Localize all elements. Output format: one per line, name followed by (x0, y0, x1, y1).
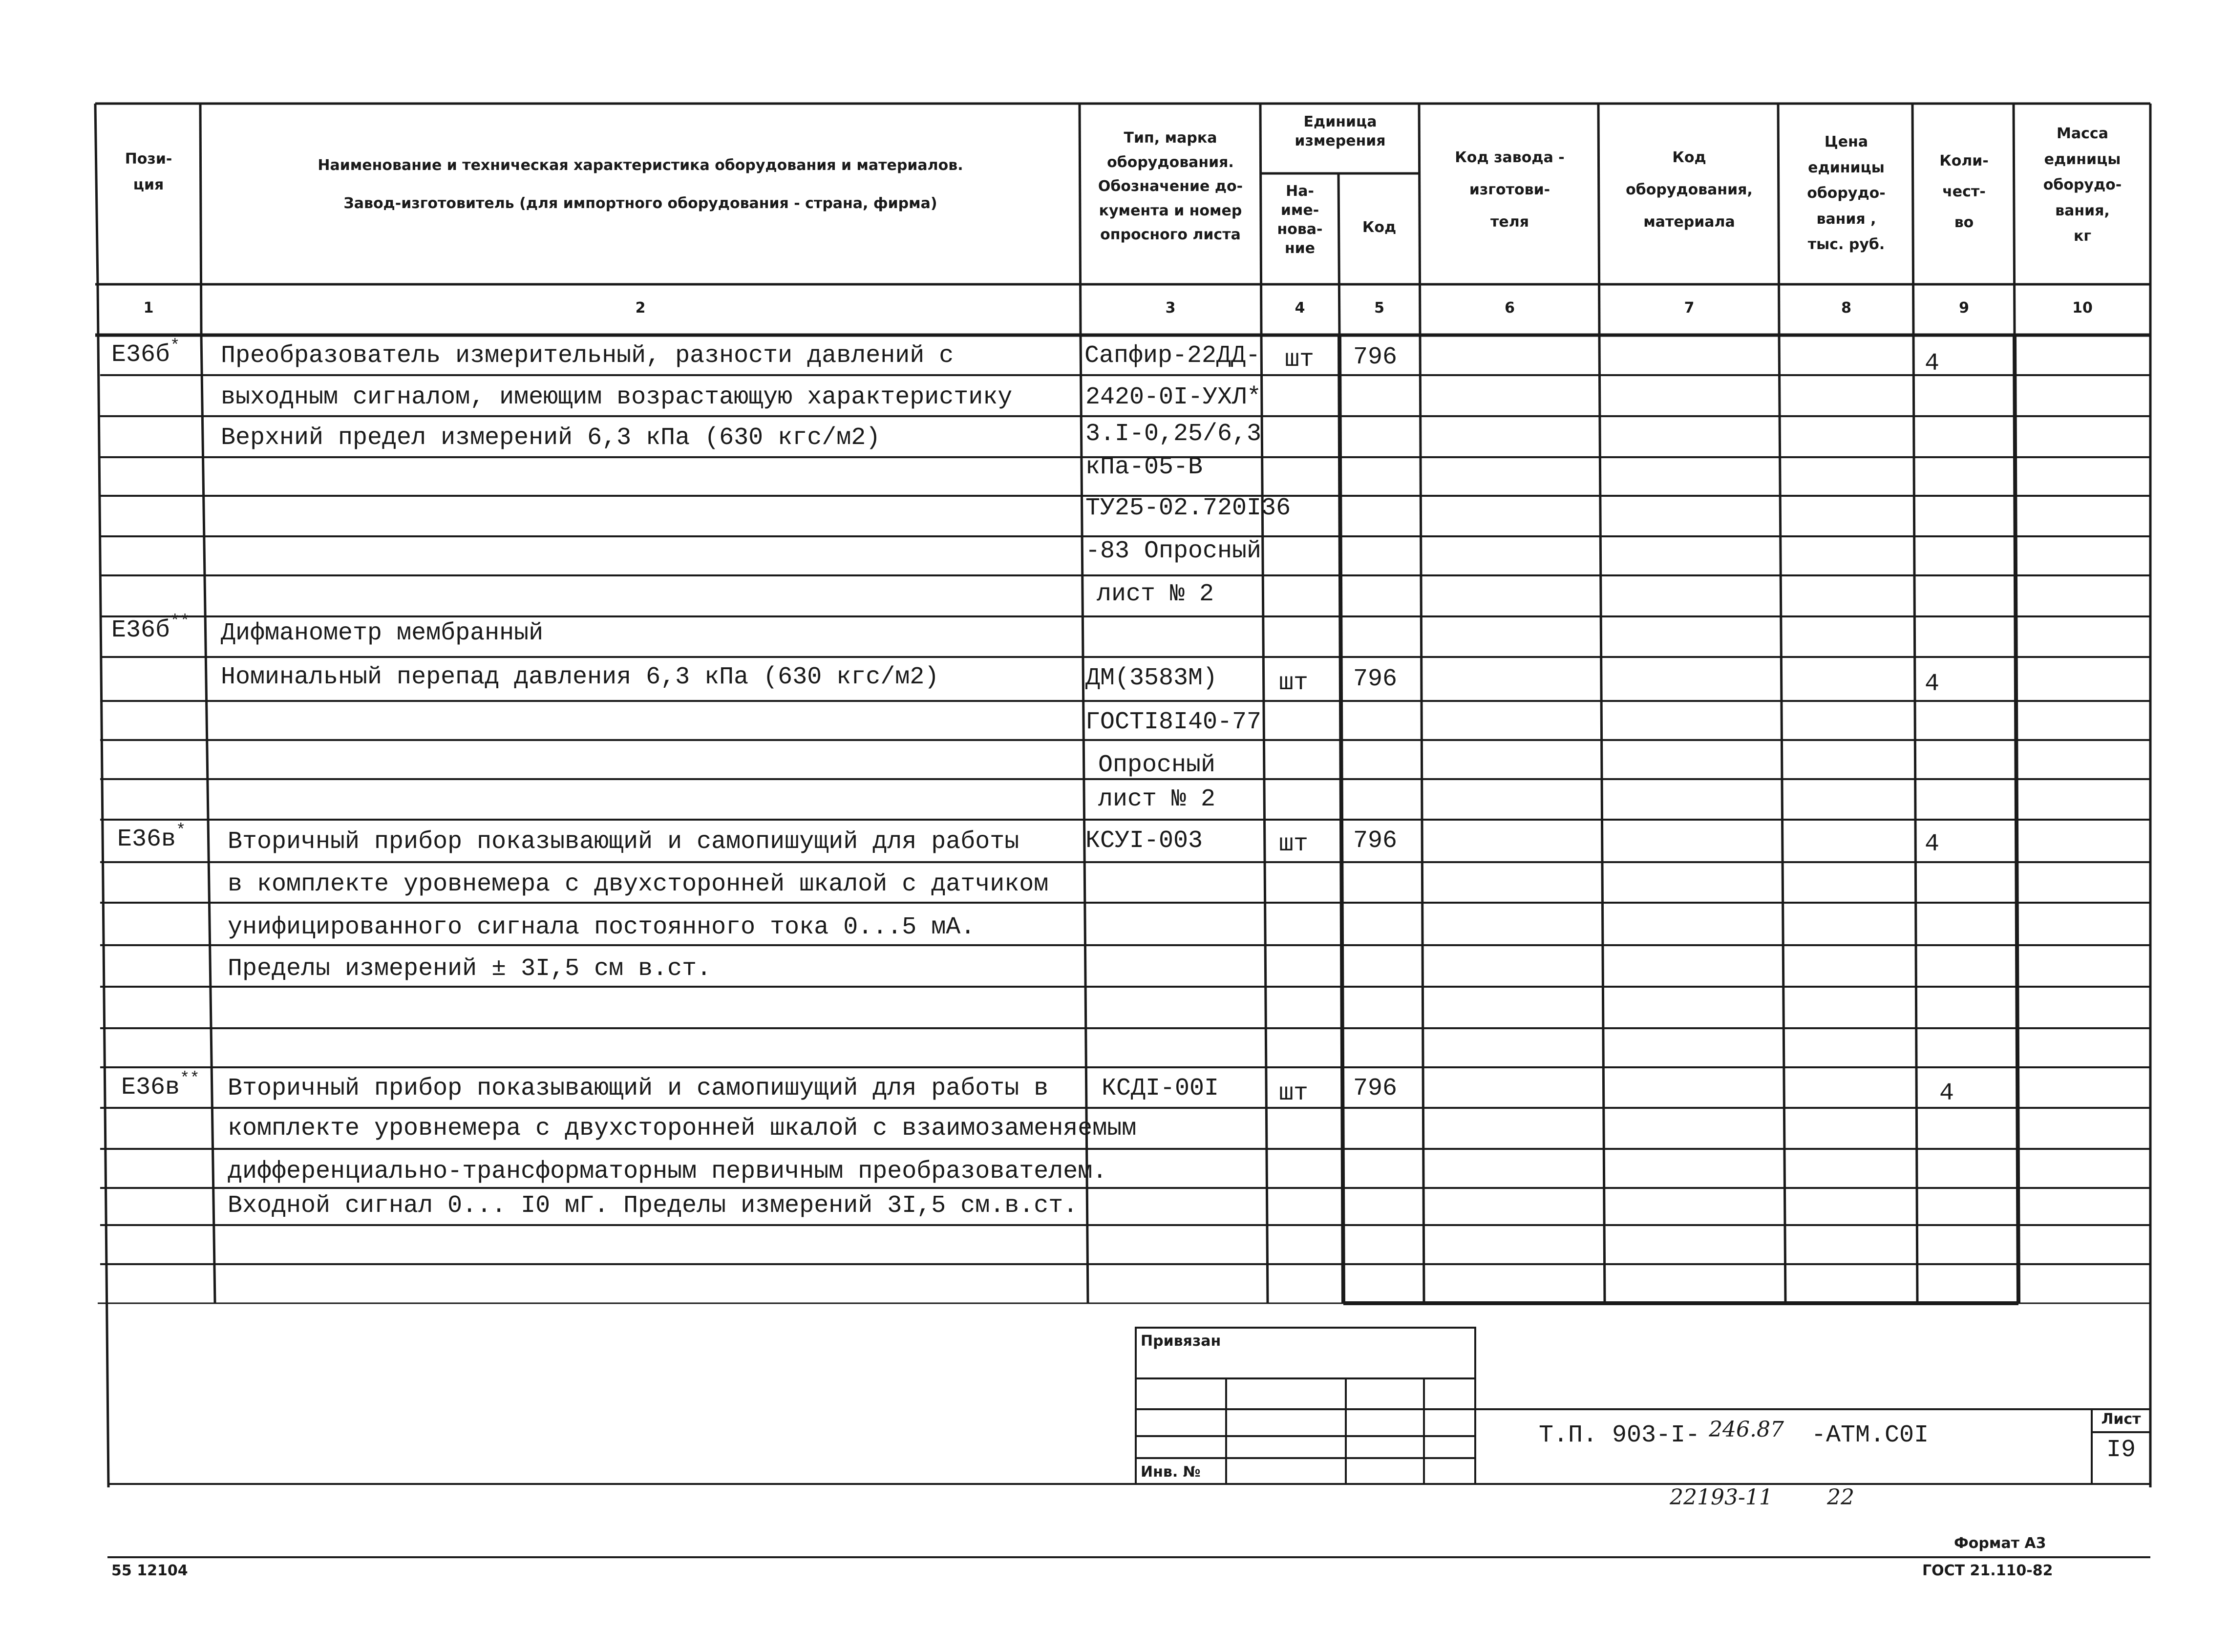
quantity: 4 (1939, 1080, 1954, 1107)
header-plant-code: Код завода - изготови- теля (1455, 149, 1565, 231)
type-line: ДМ(3583М) (1085, 664, 1218, 692)
col-num-3: 3 (1165, 299, 1176, 317)
position-code: Е36в* (117, 822, 186, 853)
sheet-label: Лист (2101, 1411, 2141, 1428)
position-code: Е36в** (121, 1070, 200, 1101)
col-num-7: 7 (1684, 299, 1695, 317)
quantity: 4 (1925, 670, 1940, 698)
gost-reference: ГОСТ 21.110-82 (1922, 1562, 2053, 1579)
position-code: Е36б** (111, 613, 190, 644)
unit-name: шт (1279, 669, 1309, 697)
col-num-10: 10 (2072, 299, 2093, 317)
type-line: кПа-05-В (1085, 453, 1203, 481)
unit-name: шт (1279, 830, 1309, 858)
description-line: Вторичный прибор показывающий и самопишущий для работы в (228, 1075, 1049, 1102)
type-line: Сапфир-22ДД- (1084, 342, 1261, 370)
type-line: 3.I-0,25/6,3 (1085, 420, 1262, 448)
unit-code: 796 (1353, 827, 1398, 855)
type-line: ГОСТI8I40-77 (1085, 708, 1262, 736)
type-line: лист № 2 (1097, 580, 1214, 608)
handwritten-order-number: 22193-11 (1670, 1485, 1773, 1510)
header-mass: Масса единицы оборудо- вания, кг (2043, 125, 2122, 245)
col-num-1: 1 (143, 299, 154, 317)
col-num-8: 8 (1841, 299, 1851, 317)
unit-name: шт (1285, 346, 1315, 374)
header-equipment-code: Код оборудования, материала (1626, 149, 1753, 231)
header-position: Пози- ция (125, 150, 172, 193)
sheet-number: I9 (2106, 1436, 2136, 1464)
description-line: Входной сигнал 0... I0 мГ. Пределы измерений 3I,5 см.в.ст. (228, 1192, 1078, 1220)
header-name: Наименование и техническая характеристика оборудования и материалов. Завод-изготовитель (для импортного оборудования - страна, фирма) (318, 157, 963, 212)
description-line: Дифманометр мембранный (221, 619, 544, 647)
unit-name: шт (1279, 1080, 1309, 1107)
col-num-2: 2 (635, 299, 646, 317)
paper-format: Формат А3 (1954, 1535, 2046, 1552)
description-line: выходным сигналом, имеющим возрастающую характеристику (221, 383, 1013, 411)
type-line: 2420-0I-УХЛ* (1085, 383, 1262, 411)
col-num-5: 5 (1374, 299, 1384, 317)
header-unit-group: Единица измерения (1295, 113, 1386, 149)
header-price: Цена единицы оборудо- вания , тыс. руб. (1807, 133, 1886, 253)
type-line: -83 Опросный (1085, 537, 1262, 565)
unit-code: 796 (1353, 665, 1398, 693)
stamp-inventory-label: Инв. № (1141, 1463, 1201, 1481)
header-unit-code: Код (1362, 219, 1397, 236)
header-type: Тип, марка оборудования. Обозначение до- кумента и номер опросного листа (1098, 129, 1243, 243)
type-line: Опросный (1098, 751, 1216, 779)
type-line: КСДI-00I (1102, 1075, 1219, 1102)
description-line: унифицированного сигнала постоянного тока 0...5 мА. (228, 913, 976, 941)
description-line: Номинальный перепад давления 6,3 кПа (630 кгс/м2) (221, 663, 939, 691)
quantity: 4 (1925, 830, 1940, 858)
description-line: Вторичный прибор показывающий и самопишущий для работы (228, 828, 1019, 856)
description-line: Верхний предел измерений 6,3 кПа (630 кгс/м2) (221, 424, 881, 452)
type-line: КСУI-003 (1085, 827, 1203, 855)
description-line: комплекте уровнемера с двухсторонней шкалой с взаимозаменяемым (228, 1115, 1137, 1143)
header-quantity: Коли- чест- во (1939, 152, 1989, 231)
description-line: Пределы измерений ± 3I,5 см в.ст. (228, 955, 712, 983)
quantity: 4 (1925, 350, 1940, 378)
handwritten-page-number: 22 (1827, 1485, 1854, 1510)
stamp-attached-label: Привязан (1141, 1333, 1221, 1350)
archive-code: 55 12104 (111, 1562, 188, 1579)
col-num-9: 9 (1959, 299, 1969, 317)
description-line: в комплекте уровнемера с двухсторонней шкалой с датчиком (228, 870, 1049, 898)
type-line: ТУ25-02.720I36 (1085, 494, 1291, 522)
unit-code: 796 (1353, 343, 1398, 371)
description-line: Преобразователь измерительный, разности давлений с (221, 342, 954, 370)
type-line: лист № 2 (1098, 785, 1216, 813)
col-num-4: 4 (1295, 299, 1305, 317)
document-designation: Т.П. 903-I- 246.87 -АТМ.С0I (1539, 1417, 1929, 1449)
description-line: дифференциально-трансформаторным первичным преобразователем. (228, 1158, 1107, 1186)
unit-code: 796 (1353, 1075, 1398, 1102)
col-num-6: 6 (1505, 299, 1515, 317)
position-code: Е36б* (111, 337, 180, 369)
header-unit-name: На- име- нова- ние (1277, 183, 1323, 257)
